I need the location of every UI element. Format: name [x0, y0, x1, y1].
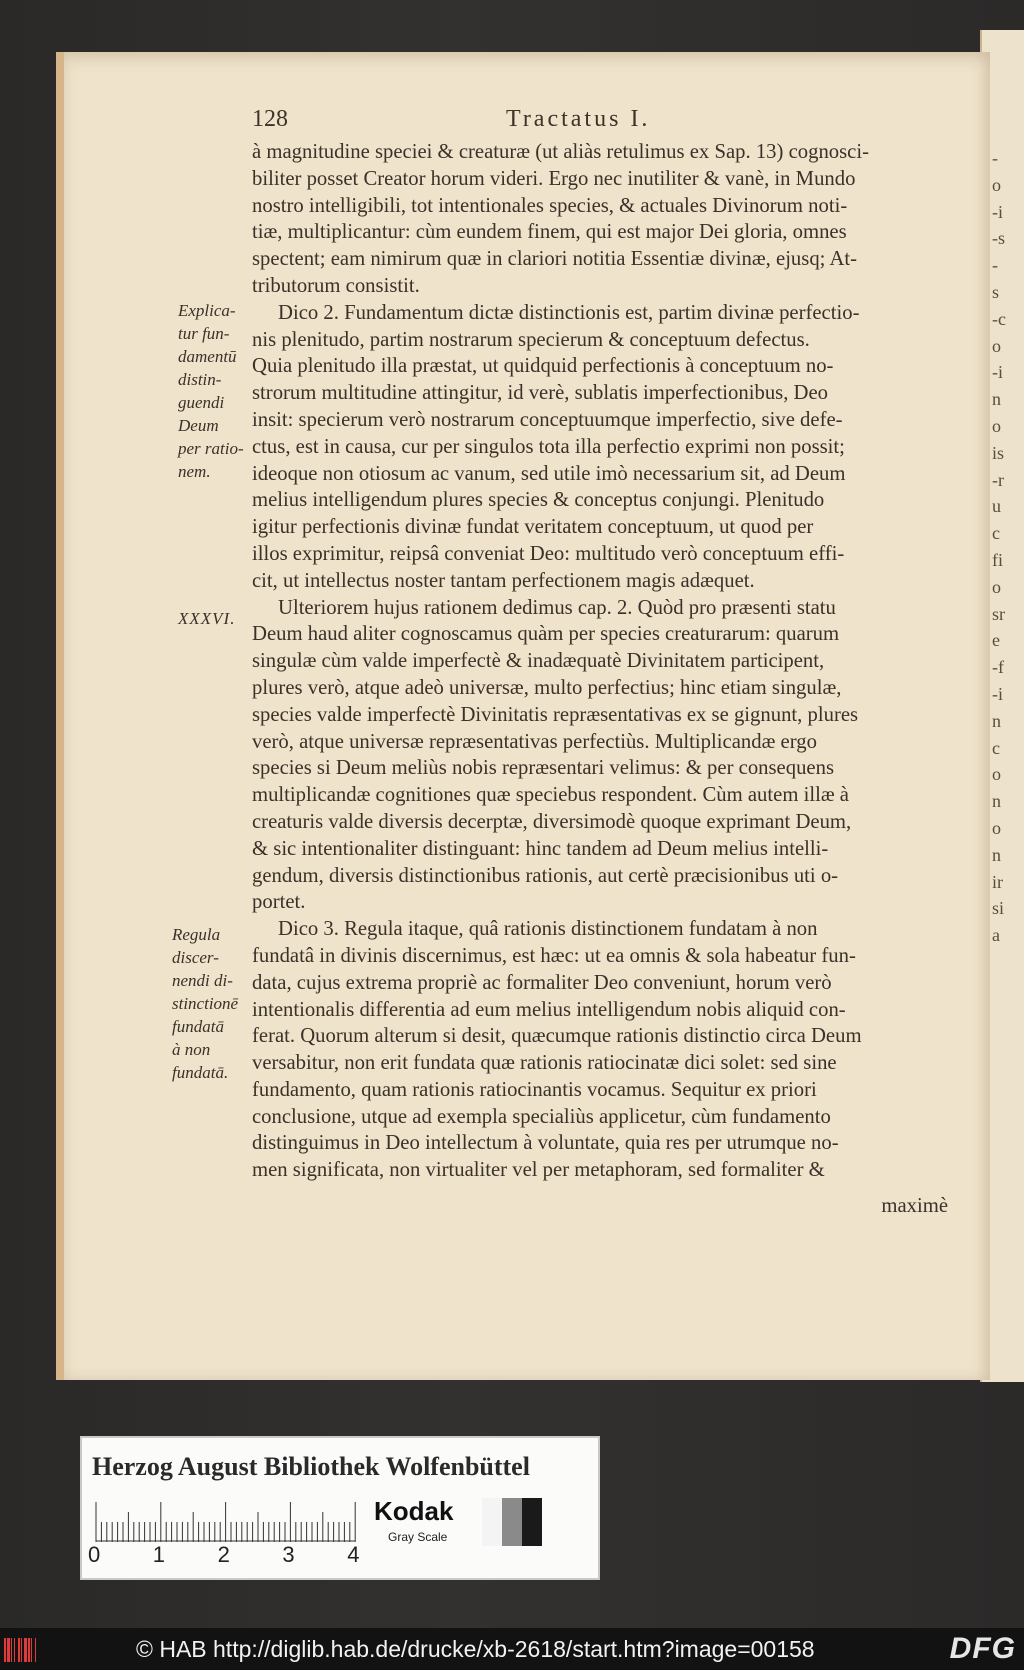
barcode-bar	[21, 1638, 22, 1662]
library-name: Herzog August Bibliothek Wolfenbüttel	[92, 1452, 530, 1481]
kodak-logo: Kodak	[374, 1496, 454, 1526]
barcode-bar	[4, 1638, 6, 1662]
footer-bar	[0, 1628, 1024, 1670]
text-line: Dico 2. Fundamentum dictæ distinctionis est, partim divinæ perfectio-	[278, 301, 860, 324]
barcode-bar	[18, 1638, 20, 1662]
barcode-bar	[11, 1638, 12, 1662]
text-line: gendum, diversis distinctionibus rationis, aut certè præcisionibus uti o-	[252, 864, 839, 887]
gray-patch	[522, 1498, 542, 1546]
margin-note-line: Explica-	[178, 301, 236, 320]
margin-note-line: à non	[172, 1040, 211, 1059]
text-line: portet.	[252, 891, 306, 914]
text-line: Deum haud aliter cognoscamus quàm per species creaturarum: quarum	[252, 623, 840, 646]
facing-page-fragment: n	[992, 389, 1001, 410]
facing-page-fragment: u	[992, 496, 1001, 517]
facing-page-fragment: o	[992, 764, 1001, 785]
ruler-number: 3	[282, 1542, 295, 1567]
margin-note-line: fundatā.	[172, 1063, 229, 1082]
facing-page-fragment: o	[992, 174, 1001, 195]
facing-page-fragment: -i	[992, 684, 1003, 704]
gray-scale-label: Gray Scale	[388, 1530, 448, 1544]
margin-note-explicatur	[178, 299, 262, 483]
barcode-bar	[24, 1638, 27, 1662]
text-line: illos exprimitur, reipsâ conveniat Deo: multitudo verò conceptuum effi-	[252, 542, 845, 565]
margin-note-section-number	[178, 607, 262, 630]
text-line: species valde imperfectè Divinitatis repræsentativas ex se gignunt, plures	[252, 703, 859, 726]
margin-note-line: XXXVI.	[178, 609, 236, 628]
facing-page-fragment: sr	[992, 603, 1005, 624]
facing-page-fragment: fi	[992, 550, 1003, 570]
facing-page-fragment: -r	[992, 469, 1004, 490]
barcode-bar	[35, 1638, 36, 1662]
ruler-number: 1	[152, 1542, 166, 1567]
text-line: ideoque non otiosum ac vanum, sed utile imò necessarium sit, ad Deum	[252, 462, 846, 485]
barcode-bar	[31, 1638, 32, 1662]
facing-page-fragment: n	[992, 844, 1001, 865]
text-line: versabitur, non erit fundata quæ rationis ratiocinatæ dici solet: sed sine	[252, 1052, 837, 1075]
text-line: nis plenitudo, partim nostrarum specierum & conceptuum defectus.	[252, 328, 810, 351]
facing-page-fragment: s	[992, 282, 1000, 302]
facing-page-fragment: o	[992, 416, 1001, 436]
text-line: tributorum consistit.	[252, 274, 420, 297]
ruler-number: 0	[88, 1542, 101, 1567]
facing-page-fragment: -f	[992, 657, 1004, 678]
facing-page-fragment: a	[992, 925, 1000, 946]
text-line: multiplicandæ cognitiones quæ speciebus respondent. Cùm autem illæ à	[252, 784, 849, 807]
barcode-icon	[4, 1638, 46, 1662]
text-line: ctus, est in causa, cur per singulos tota illa perfectio exprimi non possit;	[252, 435, 845, 458]
margin-note-line: distin-	[178, 370, 222, 389]
facing-page-fragment: ir	[992, 871, 1003, 892]
page-header	[252, 106, 952, 136]
facing-page-fragment: -c	[992, 308, 1006, 329]
facing-page-fragment: o	[992, 818, 1001, 838]
facing-page-fragment: c	[992, 737, 1000, 758]
gray-patches	[482, 1498, 542, 1546]
margin-note-line: Regula	[172, 925, 221, 944]
facing-page-fragment: n	[992, 791, 1001, 812]
barcode-bar	[28, 1638, 30, 1662]
margin-note-line: damentū	[178, 347, 237, 366]
catchword: maximè	[881, 1195, 948, 1217]
margin-note-line: nem.	[178, 462, 211, 481]
body-text	[252, 139, 952, 1184]
barcode-bar	[7, 1638, 10, 1662]
margin-note-line: per ratio-	[178, 439, 244, 458]
text-line: men significata, non virtualiter vel per metaphoram, sed formaliter &	[252, 1159, 825, 1182]
footer-url[interactable]: © HAB http://diglib.hab.de/drucke/xb-2618/start.htm?image=00158	[136, 1636, 815, 1662]
text-line: ferat. Quorum alterum si desit, quæcumque rationis distinctio circa Deum	[252, 1025, 862, 1048]
text-line: data, cujus extrema propriè ac formaliter Deo conveniunt, horum verò	[252, 971, 832, 994]
color-calibration-bar	[80, 1436, 600, 1580]
facing-page-fragment: -	[992, 255, 998, 276]
text-line: Ulteriorem hujus rationem dedimus cap. 2. Quòd pro præsenti statu	[278, 596, 836, 619]
ruler-number: 2	[217, 1542, 230, 1567]
text-line: melius intelligendum plures species & conceptus conjungi. Plenitudo	[252, 489, 825, 512]
text-line: fundatâ in divinis discernimus, est hæc: ut ea omnis & sola habeatur fun-	[252, 944, 856, 967]
text-line: igitur perfectionis divinæ fundat veritatem conceptuum, ut quod per	[252, 516, 814, 539]
facing-page-fragment: is	[992, 442, 1005, 463]
text-line: tiæ, multiplicantur: cùm eundem finem, qui est major Dei gloria, omnes	[252, 221, 847, 244]
text-line: à magnitudine speciei & creaturæ (ut aliàs retulimus ex Sap. 13) cognosci-	[252, 141, 869, 163]
text-line: nostro intelligibili, tot intentionales species, & actuales Divinorum noti-	[252, 194, 848, 217]
text-line: Quia plenitudo illa præstat, ut quidquid perfectionis à conceptuum no-	[252, 355, 834, 378]
facing-page-fragment: -i	[992, 362, 1003, 383]
facing-page-fragment: -i	[992, 201, 1003, 222]
margin-note-line: fundatā	[172, 1017, 224, 1036]
text-line: Dico 3. Regula itaque, quâ rationis distinctionem fundatam à non	[278, 918, 818, 941]
dfg-logo: DFG	[949, 1632, 1016, 1665]
facing-page-fragment: si	[992, 898, 1005, 919]
text-line: intentionalis differentia ad eum melius intelligendum nobis aliquid con-	[252, 998, 846, 1021]
text-line: conclusione, utque ad exempla specialiùs applicetur, cùm fundamento	[252, 1105, 831, 1128]
margin-note-regula	[172, 923, 256, 1084]
margin-note-line: discer-	[172, 948, 219, 967]
text-line: & sic intentionaliter distinguant: hinc tandem ad Deum melius intelli-	[252, 837, 829, 860]
page-number: 128	[252, 106, 288, 132]
running-title: Tractatus I.	[506, 106, 651, 132]
facing-page-fragment: n	[992, 710, 1001, 731]
facing-page-fragment: o	[992, 576, 1001, 597]
margin-note-line: stinctionē	[172, 994, 239, 1013]
facing-page-fragment: -s	[992, 228, 1005, 249]
barcode-bar	[14, 1638, 15, 1662]
text-line: plures verò, atque adeò universæ, multo perfectius; hinc etiam singulæ,	[252, 676, 842, 699]
facing-page-fragment: c	[992, 523, 1000, 544]
text-line: verò, atque universæ repræsentativas perfectiùs. Multiplicandæ ergo	[252, 730, 817, 753]
ruler-scale	[94, 1498, 356, 1542]
margin-note-line: Deum	[178, 416, 219, 435]
text-line: insit: specierum verò nostrarum conceptuumque imperfectio, sive defe-	[252, 408, 843, 431]
margin-note-line: guendi	[178, 393, 225, 412]
text-line: species si Deum meliùs nobis repræsentari velimus: & per consequens	[252, 757, 835, 780]
gray-patch	[502, 1498, 522, 1546]
text-line: distinguimus in Deo intellectum à voluntate, quia res per utrumque no-	[252, 1132, 839, 1155]
text-line: biliter posset Creator horum videri. Ergo nec inutiliter & vanè, in Mundo	[252, 167, 856, 190]
margin-note-line: tur fun-	[178, 324, 230, 343]
text-line: singulæ cùm valde imperfectè & inadæquatè Divinitatem participent,	[252, 650, 825, 673]
text-line: spectent; eam nimirum quæ in clariori notitia Essentiæ divinæ, ejusq; At-	[252, 248, 858, 271]
gray-patch	[482, 1498, 502, 1546]
facing-page-fragment: -	[992, 148, 998, 168]
text-line: fundamento, quam rationis ratiocinantis vocamus. Sequitur ex priori	[252, 1078, 817, 1101]
facing-page-fragment: o	[992, 335, 1001, 356]
text-line: strorum multitudine attingitur, id verè, sublatis imperfectionibus, Deo	[252, 382, 829, 405]
text-line: cit, ut intellectus noster tantam perfectionem magis adæquet.	[252, 569, 755, 592]
margin-note-line: nendi di-	[172, 971, 233, 990]
text-line: creaturis valde diversis decerptæ, diversimodè quoque exprimant Deum,	[252, 810, 852, 833]
facing-page-fragment: e	[992, 630, 1000, 651]
ruler-number: 4	[347, 1542, 360, 1567]
